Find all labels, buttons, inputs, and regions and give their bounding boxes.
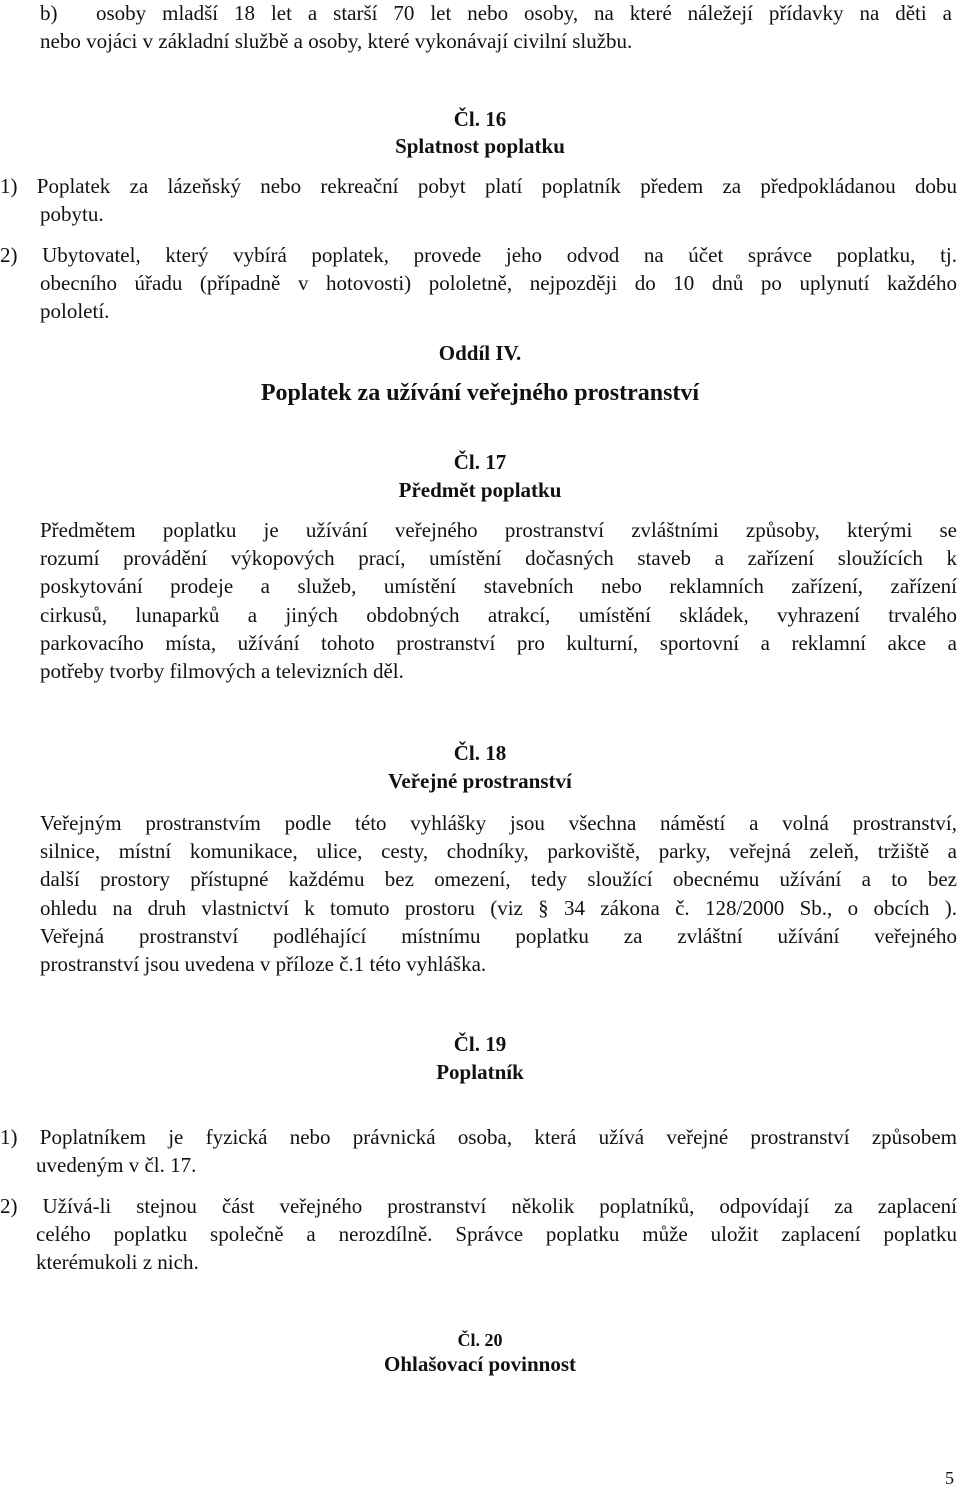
article-number: Čl. 18 [453, 741, 507, 765]
section-title: Poplatek za užívání veřejného prostranství [260, 380, 700, 406]
article-title: Ohlašovací povinnost [384, 1352, 576, 1376]
paragraph-line: Veřejným prostranstvím podle této vyhlášky jsou všechna náměstí a volná prostranství, [40, 811, 957, 835]
paragraph-line: prostranství jsou uvedena v příloze č.1 této vyhláška. [40, 952, 487, 976]
paragraph-line: parkovacího místa, užívání tohoto prostranství pro kulturní, sportovní a reklamní akce a [40, 631, 957, 655]
paragraph-line: osoby mladší 18 let a starší 70 let nebo osoby, na které náležejí přídavky na děti a [96, 1, 952, 25]
paragraph-line: uvedeným v čl. 17. [36, 1153, 197, 1177]
article-title: Poplatník [436, 1060, 524, 1084]
paragraph-line: 1) Poplatníkem je fyzická nebo právnická osoba, která užívá veřejné prostranství způsobem [0, 1125, 957, 1149]
article-number: Čl. 20 [457, 1330, 503, 1350]
article-number: Čl. 19 [453, 1032, 507, 1056]
article-title: Předmět poplatku [398, 478, 562, 502]
paragraph-line: obecního úřadu (případně v hotovosti) pololetně, nejpozději do 10 dnů po uplynutí každého [40, 271, 957, 295]
paragraph-line: Veřejná prostranství podléhající místnímu poplatku za zvláštní užívání veřejného [40, 924, 957, 948]
paragraph-line: Předmětem poplatku je užívání veřejného prostranství zvláštními způsoby, kterými se [40, 518, 957, 542]
section-label: Oddíl IV. [438, 341, 522, 365]
article-title: Splatnost poplatku [395, 134, 565, 158]
article-number: Čl. 17 [453, 450, 507, 474]
paragraph-line: rozumí provádění výkopových prací, umístění dočasných staveb a zařízení sloužících k [40, 546, 957, 570]
paragraph-line: cirkusů, lunaparků a jiných obdobných atrakcí, umístění skládek, vyhrazení trvalého [40, 603, 957, 627]
paragraph-line: celého poplatku společně a nerozdílně. Správce poplatku může uložit zaplacení poplatku [36, 1222, 957, 1246]
paragraph-line: kterémukoli z nich. [36, 1250, 199, 1274]
paragraph-line: nebo vojáci v základní službě a osoby, které vykonávají civilní službu. [40, 29, 633, 53]
paragraph-line: 2) Užívá-li stejnou část veřejného prostranství několik poplatníků, odpovídají za zaplacení [0, 1194, 957, 1218]
paragraph-line: pobytu. [40, 202, 104, 226]
list-label-b: b) [40, 1, 58, 25]
paragraph-line: potřeby tvorby filmových a televizních děl. [40, 659, 404, 683]
paragraph-line: 1) Poplatek za lázeňský nebo rekreační pobyt platí poplatník předem za předpokládanou dobu [0, 174, 957, 198]
page-number: 5 [945, 1468, 954, 1488]
article-title: Veřejné prostranství [388, 769, 572, 793]
paragraph-line: ohledu na druh vlastnictví k tomuto prostoru (viz § 34 zákona č. 128/2000 Sb., o obcích ). [40, 896, 957, 920]
paragraph-line: poskytování prodeje a služeb, umístění stavebních nebo reklamních zařízení, zařízení [40, 574, 957, 598]
paragraph-line: další prostory přístupné každému bez omezení, tedy sloužící obecnému užívání a to bez [40, 867, 957, 891]
article-number: Čl. 16 [453, 107, 507, 131]
paragraph-line: 2) Ubytovatel, který vybírá poplatek, provede jeho odvod na účet správce poplatku, tj. [0, 243, 957, 267]
paragraph-line: pololetí. [40, 299, 110, 323]
paragraph-line: silnice, místní komunikace, ulice, cesty, chodníky, parkoviště, parky, veřejná zeleň, tržiště a [40, 839, 957, 863]
